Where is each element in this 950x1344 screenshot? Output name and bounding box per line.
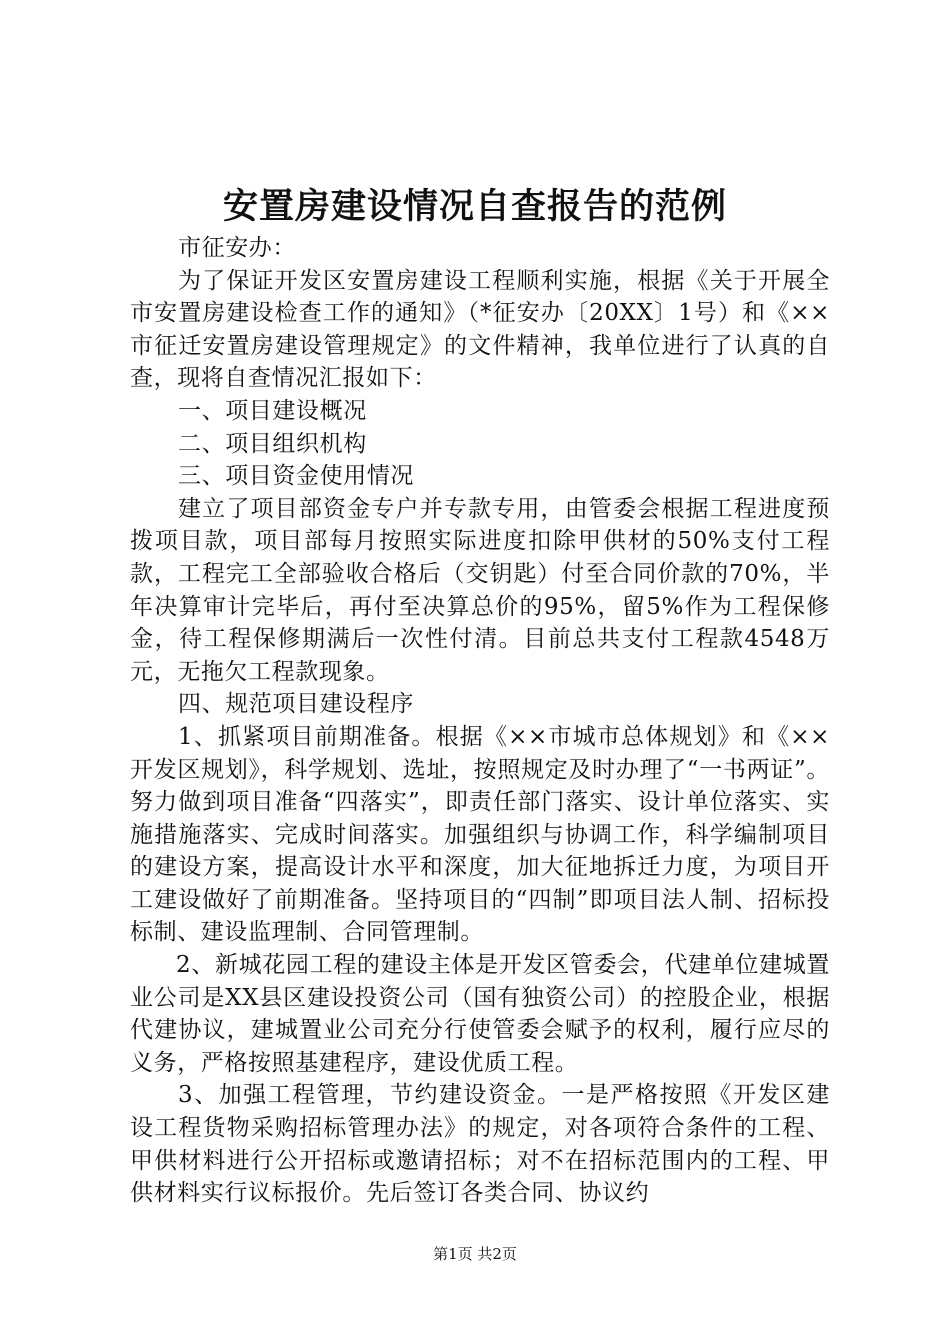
section-heading-2: 二、项目组织机构 (178, 430, 367, 457)
section-heading-1: 一、项目建设概况 (178, 397, 367, 424)
intro-paragraph: 为了保证开发区安置房建设工程顺利实施，根据《关于开展全市安置房建设检查工作的通知》（*征安办〔20XX〕1号）和《××市征迁安置房建设管理规定》的文件精神，我单位进行了认真的自查，现将自查情况汇报如下： (130, 267, 830, 392)
funding-paragraph: 建立了项目部资金专户并专款专用，由管委会根据工程进度预拨项目款，项目部每月按照实际进度扣除甲供材的50%支付工程款，工程完工全部验收合格后（交钥匙）付至合同价款的70%，半年决算审计完毕后，再付至决算总价的95%，留5%作为工程保修金，待工程保修期满后一次性付清。目前总共支付工程款4548万元，无拖欠工程款现象。 (130, 495, 830, 685)
salutation: 市征安办： (178, 235, 296, 261)
item-paragraph-1: 1、抓紧项目前期准备。根据《××市城市总体规划》和《××开发区规划》，科学规划、选址，按照规定及时办理了“一书两证”。努力做到项目准备“四落实”，即责任部门落实、设计单位落实、实施措施落实、完成时间落实。加强组织与协调工作，科学编制项目的建设方案，提高设计水平和深度，加大征地拆迁力度，为项目开工建设做好了前期准备。坚持项目的“四制”即项目法人制、招标投标制、建设监理制、合同管理制。 (130, 723, 830, 946)
item-paragraph-3: 3、加强工程管理，节约建设资金。一是严格按照《开发区建设工程货物采购招标管理办法》的规定，对各项符合条件的工程、甲供材料进行公开招标或邀请招标；对不在招标范围内的工程、甲供材料实行议标报价。先后签订各类合同、协议约 (130, 1082, 830, 1207)
page-number-footer: 第1页 共2页 (433, 1245, 517, 1263)
document-body (130, 232, 830, 1210)
item-paragraph-2: 2、新城花园工程的建设主体是开发区管委会，代建单位建城置业公司是XX县区建设投资公司（国有独资公司）的控股企业，根据代建协议，建城置业公司充分行使管委会赋予的权利，履行应尽的义务，严格按照基建程序，建设优质工程。 (130, 952, 830, 1076)
section-heading-3: 三、项目资金使用情况 (178, 463, 414, 490)
document-title: 安置房建设情况自查报告的范例 (222, 187, 727, 227)
section-heading-4: 四、规范项目建设程序 (178, 691, 414, 718)
